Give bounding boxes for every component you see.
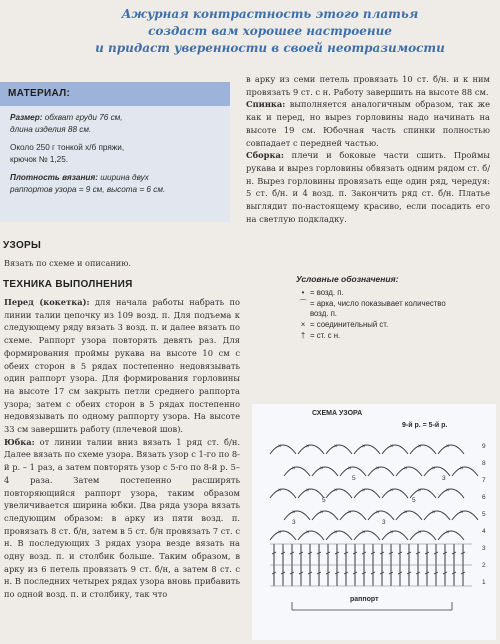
heading-line-2: создаст вам хорошее настроение	[148, 24, 392, 38]
slip-stitch-mark: ×	[306, 488, 310, 494]
row-number: 1	[482, 579, 486, 586]
slip-stitch-mark: ×	[390, 530, 394, 536]
legend	[296, 274, 456, 342]
skirt-label: Юбка:	[4, 436, 35, 447]
slip-stitch-mark: ×	[306, 530, 310, 536]
patterns-title: УЗОРЫ	[3, 240, 42, 251]
slip-stitch-mark: ×	[348, 510, 352, 516]
double-crochet-icon: †	[300, 331, 306, 340]
heading-line-1: Ажурная контрастность этого платья	[121, 7, 419, 21]
slip-stitch-mark: ×	[334, 530, 338, 536]
row-number: 4	[482, 528, 486, 535]
legend-text: = арка, число показывает количество возд. п.	[310, 299, 446, 318]
back-text: выполняется аналогичным образом, так же как и перед, но вырез горловины надо начинать на высоте 19 см. Юбочная часть спинки полностью совпадает с передней частью.	[246, 99, 491, 148]
arc-count: 3	[442, 475, 446, 482]
patterns-text: Вязать по схеме и описанию.	[4, 258, 131, 268]
slip-stitch-mark: ×	[418, 530, 422, 536]
slip-stitch-mark: ×	[362, 444, 366, 450]
chart-background	[252, 404, 496, 640]
slip-stitch-mark: ×	[390, 444, 394, 450]
rapport-label: раппорт	[350, 596, 379, 603]
slip-stitch-mark: ×	[404, 510, 408, 516]
legend-text: = возд. п.	[310, 288, 344, 297]
row-number: 9	[482, 443, 486, 450]
slip-stitch-mark: ×	[446, 530, 450, 536]
arc-count: 3	[292, 519, 296, 526]
slip-stitch-mark: ×	[362, 488, 366, 494]
yarn-line-2: крючок № 1,25.	[10, 155, 69, 164]
front-text: для начала работы набрать по линии талии цепочку из 109 возд. п. Для подъема к следующему ряду вязать 3 возд. п. и далее вязать по схеме. Раппорт узора повторять девять раз. Для формирования проймы рукава на высоте 10 см с обеих сторон в 5 рядах постепенно недовязывать один раппорт узора. Для формирования горловины на высоте 17 см закрыть петли среднего раппорта узора; затем с обеих сторон в 5 рядах постепенно недовязывать по одному раппорту узора. На высоте 33 см завершить работу (плечевой шов).	[4, 297, 240, 435]
density-label: Плотность вязания:	[10, 173, 98, 182]
density-line-2: раппортов узора = 9 см, высота = 6 см.	[10, 185, 166, 194]
chart-rows-label: 9-й р. = 5-й р.	[402, 422, 448, 429]
legend-text: = соединительный ст.	[310, 320, 389, 329]
slip-stitch-mark: ×	[418, 488, 422, 494]
row-number: 3	[482, 545, 486, 552]
legend-text: = ст. с н.	[310, 331, 341, 340]
chain-stitch-icon: •	[301, 288, 305, 297]
legend-item	[296, 320, 456, 330]
slip-stitch-mark: ×	[432, 510, 436, 516]
slip-stitch-mark: ×	[446, 488, 450, 494]
row-number: 5	[482, 511, 486, 518]
row-number: 8	[482, 460, 486, 467]
slip-stitch-mark: ×	[320, 510, 324, 516]
slip-stitch-mark: ×	[362, 530, 366, 536]
slip-stitch-mark: ×	[292, 466, 296, 472]
row-number: 2	[482, 562, 486, 569]
slip-stitch-mark: ×	[334, 444, 338, 450]
yarn-line-1: Около 250 г тонкой х/б пряжи,	[10, 143, 125, 152]
size-label: Размер:	[10, 113, 43, 122]
arc-count: 5	[352, 475, 356, 482]
slip-stitch-icon: ×	[300, 320, 306, 329]
size-value: обхват груди 76 см,	[44, 113, 123, 122]
pattern-chart	[252, 404, 496, 640]
chart-title: СХЕМА УЗОРА	[312, 410, 363, 417]
legend-item	[296, 299, 456, 319]
slip-stitch-mark: ×	[278, 444, 282, 450]
slip-stitch-mark: ×	[348, 466, 352, 472]
slip-stitch-mark: ×	[432, 466, 436, 472]
assembly-label: Сборка:	[246, 150, 284, 161]
slip-stitch-mark: ×	[334, 488, 338, 494]
slip-stitch-mark: ×	[460, 510, 464, 516]
slip-stitch-mark: ×	[376, 510, 380, 516]
pattern-chart-graphic	[252, 404, 496, 640]
slip-stitch-mark: ×	[446, 444, 450, 450]
density-value: ширина двух	[100, 173, 149, 182]
technique-text	[4, 296, 240, 601]
slip-stitch-mark: ×	[390, 488, 394, 494]
arc-count: 3	[382, 519, 386, 526]
page-heading	[60, 6, 480, 57]
technique-title: ТЕХНИКА ВЫПОЛНЕНИЯ	[3, 279, 133, 290]
slip-stitch-mark: ×	[306, 444, 310, 450]
heading-line-3: и придаст уверенности в своей неотразимости	[95, 41, 445, 55]
material-box	[0, 82, 230, 222]
slip-stitch-mark: ×	[460, 466, 464, 472]
slip-stitch-mark: ×	[278, 530, 282, 536]
assembly-text: плечи и боковые части сшить. Проймы рукава и вырез горловины обвязать одним рядом ст. б/н. Вырез горловины провязать еще один ряд, чередуя: 5 ст. б/н. и 4 возд. п. Закончить ряд ст. б/н. Платье выглядит по-настоящему красиво, если посадить его на светлую подкладку.	[246, 150, 491, 224]
legend-item	[296, 288, 456, 298]
material-title: МАТЕРИАЛ:	[0, 82, 230, 106]
slip-stitch-mark: ×	[404, 466, 408, 472]
legend-title: Условные обозначения:	[296, 274, 399, 284]
skirt-text: от линии талии вниз вязать 1 ряд ст. б/н. Далее вязать по схеме узора. Вязать узор с 1-го по 8-й р. – 1 раз, а затем повторять узор с 5-го по 8-й р. 5–4 раза. Затем постепенно расширять повторяющийся раппорт узора, таким образом увеличивается ширина юбки. Два ряда узора вязать следующим образом: в арку из пяти возд. п. провязать 8 ст. б/н, затем в 5 ст. б/н провязать 7 ст. с н. В последующих 3 рядах узора везде вязать на одну возд. п. и столбик больше. Таким образом, в арку из 6 петель провязать 9 ст. б/н, а затем 8 ст. с н. В последних четырех рядах узора вновь прибавить по одной возд. п. и столбику, так что	[4, 436, 240, 600]
slip-stitch-mark: ×	[292, 510, 296, 516]
legend-item	[296, 331, 456, 341]
row-number: 6	[482, 494, 486, 501]
slip-stitch-mark: ×	[320, 466, 324, 472]
front-label: Перед (кокетка):	[4, 297, 90, 307]
slip-stitch-mark: ×	[376, 466, 380, 472]
continued-text: в арку из семи петель провязать 10 ст. б/н. и к ним провязать 9 ст. с н. Работу завершить на высоте 88 см.	[246, 74, 490, 97]
length-value: длина изделия 88 см.	[10, 125, 92, 134]
back-label: Спинка:	[246, 99, 286, 110]
slip-stitch-mark: ×	[418, 444, 422, 450]
row-number: 7	[482, 477, 486, 484]
slip-stitch-mark: ×	[278, 488, 282, 494]
arc-icon: ⌒	[299, 299, 307, 308]
material-body	[0, 106, 230, 208]
arc-count: 5	[322, 497, 326, 504]
arc-count: 5	[412, 497, 416, 504]
right-column-text	[246, 73, 490, 225]
